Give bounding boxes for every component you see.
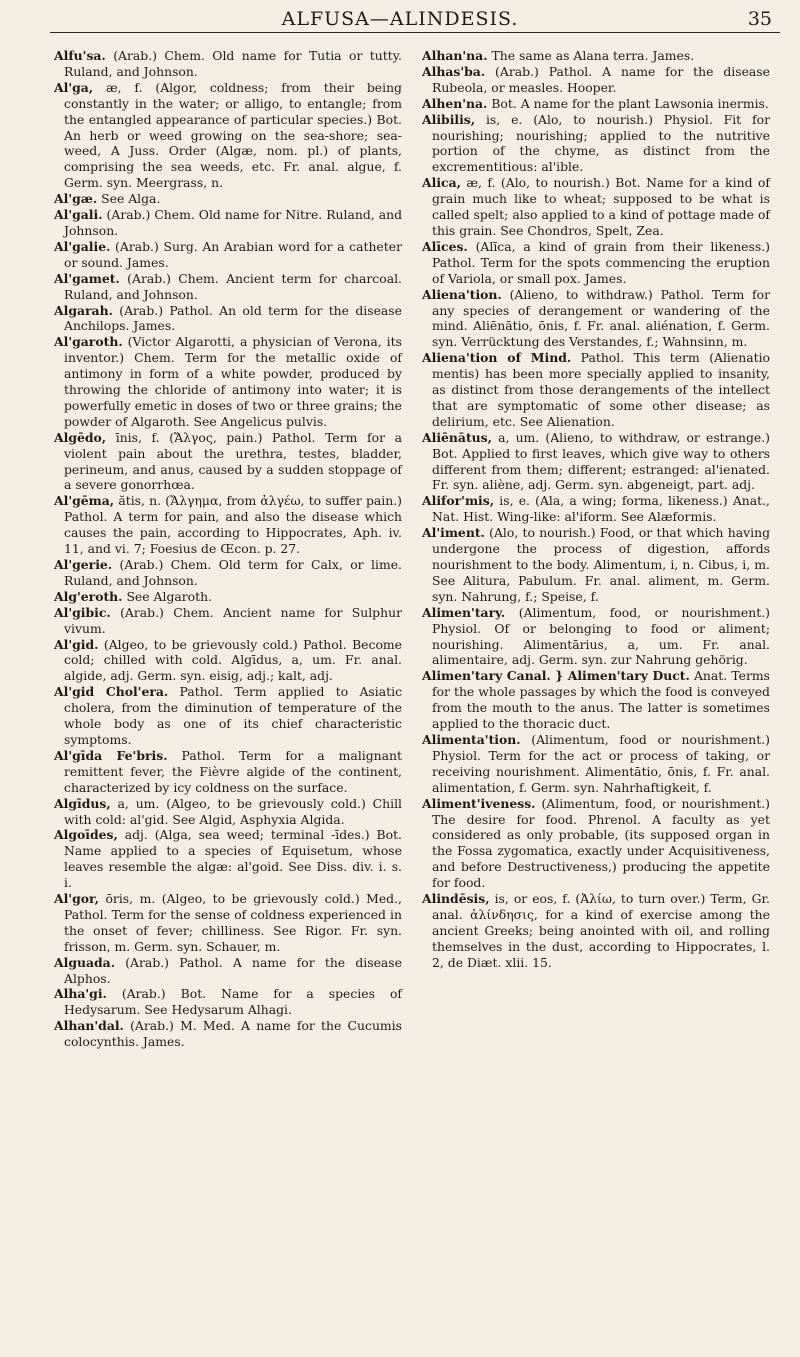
entry-headword: Aliēnātus, [422,429,492,445]
entry-headword: Alfu'sa. [54,48,106,63]
dictionary-entry [54,493,402,557]
entry-headword: Algarah. [54,302,113,318]
entry-headword: Al'gēma, [54,493,115,509]
dictionary-entry [422,668,770,732]
entry-headword: Aliena'tion. [422,286,502,302]
entry-headword: Algoīdes, [54,827,118,843]
entry-definition: (Arab.) Pathol. A name for the disease Rubeola, or measles. Hooper. [432,63,770,95]
entry-definition: æ, f. (Algor, coldness; from their being constantly in the water; or alligo, to entangle; from the entangled appearance of particular species.) Bot. An herb or weed growing on the sea-shore; sea-weed, A Juss. Order (Algæ, nom. pl.) of plants, comprising the sea weeds, etc. Fr. anal. algue, f. Germ. syn. Meergrass, n. [64,79,402,191]
entry-definition: īnis, f. (Ἄλγος, pain.) Pathol. Term for a violent pain about the urethra, testes, bladder, perineum, and anus, caused by a sudden stoppage of a severe gonorrhœa. [64,429,402,493]
entry-headword: Al'gīda Fe'bris. [54,747,168,763]
dictionary-entry [422,112,770,176]
dictionary-entry [422,239,770,287]
dictionary-entry [54,80,402,191]
entry-headword: Alhas'ba. [422,63,486,79]
entry-definition: Pathol. Term for a malignant remittent fever, the Fièvre algide of the continent, characterized by icy coldness on the surface. [64,747,402,795]
entry-headword: Al'gid. [54,636,99,652]
entry-headword: Algīdus, [54,795,111,811]
entry-definition: a, um. (Alieno, to withdraw, or estrange.) Bot. Applied to first leaves, which give way to others different from them; different; estranged: al'ienated. Fr. syn. aliène, adj. Germ. syn. abgeneigt, part. adj. [432,429,770,493]
dictionary-entry [422,525,770,605]
dictionary-entry [54,191,402,207]
left-column [54,48,402,1050]
entry-headword: Al'gor, [54,891,99,907]
entry-headword: Aliment'iveness. [422,795,536,811]
entry-headword: Alguada. [54,954,116,970]
entry-definition: (Arab.) Surg. An Arabian word for a catheter or sound. James. [64,238,402,270]
entry-definition: a, um. (Algeo, to be grievously cold.) Chill with cold: al'gid. See Algid, Asphyxia Algida. [64,795,402,827]
entry-definition: (Arab.) Chem. Old name for Nitre. Ruland, and Johnson. [64,207,402,238]
dictionary-entry [422,350,770,430]
dictionary-entry [422,796,770,891]
entry-headword: Al'ga, [54,79,94,95]
entry-definition: See Alga. [97,191,161,207]
entry-definition: Bot. A name for the plant Lawsonia inermis. [487,95,769,111]
dictionary-entry [54,334,402,429]
dictionary-entry [54,748,402,796]
entry-headword: Alhan'dal. [54,1018,124,1034]
entry-headword: Alg'eroth. [54,588,123,604]
entry-headword: Alimen'tary. [422,604,506,620]
entry-headword: Alifor'mis, [422,493,495,509]
entry-definition: (Arab.) Chem. Old name for Tutia or tutty. Ruland, and Johnson. [64,48,402,79]
dictionary-entry [54,303,402,335]
entry-headword: Al'gæ. [54,191,98,207]
dictionary-entry [54,684,402,748]
dictionary-entry [54,48,402,80]
entry-definition: (Alimentum, food, or nourishment.) The desire for food. Phrenol. A faculty as yet considered as only probable, (its supposed organ in the Fossa zygomatica, exactly under Acquisitiveness, and before Destructiveness,) producing the appetite for food. [432,795,770,891]
entry-definition: (Alo, to nourish.) Food, or that which having undergone the process of digestion, affords nourishment to the body. Alimentum, i, n. Cibus, i, m. See Alitura, Pabulum. Fr. anal. aliment, m. Germ. syn. Nahrung, f.; Speise, f. [432,525,770,604]
dictionary-entry [54,955,402,987]
entry-definition: is, e. (Alo, to nourish.) Physiol. Fit for nourishing; nourishing; applied to the nutritive portion of the chyme, as distinct from the excrementitious: al'ible. [432,111,770,175]
entry-definition: The same as Alana terra. James. [487,48,695,63]
dictionary-entry [54,796,402,828]
entry-headword: Al'gamet. [54,270,120,286]
dictionary-entry [422,493,770,525]
entry-definition: (Alīca, a kind of grain from their likeness.) Pathol. Term for the spots commencing the eruption of Variola, or small pox. James. [432,238,770,286]
entry-headword: Al'garoth. [54,334,123,350]
entry-headword: Alhan'na. [422,48,488,63]
entry-headword: Al'gid Chol'era. [54,684,169,700]
entry-definition: Pathol. This term (Alienatio mentis) has been more specially applied to insanity, as distinct from those derangements of the intellect that are symptomatic of some other disease; as delirium, etc. See Alienation. [432,350,770,429]
entry-definition: (Arab.) Chem. Ancient name for Sulphur vivum. [64,604,402,636]
dictionary-entry [54,589,402,605]
dictionary-entry [54,557,402,589]
entry-headword: Alha'gi. [54,986,107,1002]
dictionary-entry [422,732,770,796]
header-rule [50,32,780,33]
dictionary-entry [54,986,402,1018]
entry-definition: Pathol. Term applied to Asiatic cholera, from the diminution of temperature of the whole body as one of its chief characteristic symptoms. [64,684,403,747]
dictionary-entry [422,891,770,971]
dictionary-entry [54,239,402,271]
page-header [0,6,800,46]
entry-definition: (Alimentum, food or nourishment.) Physiol. Term for the act or process of taking, or receiving nourishment. Alimentātio, ōnis, f. Fr. anal. alimentation, f. Germ. syn. Nahrhaftigkeit, f. [432,731,770,795]
entry-definition: (Arab.) Bot. Name for a species of Hedysarum. See Hedysarum Alhagi. [64,986,402,1018]
entry-headword: Al'gali. [54,207,103,223]
dictionary-entry [54,430,402,494]
entry-headword: Al'galie. [54,238,111,254]
entry-definition: See Algaroth. [122,588,213,604]
dictionary-entry [422,64,770,96]
entry-headword: Alindēsis, [422,891,490,907]
entry-definition: (Arab.) M. Med. A name for the Cucumis colocynthis. James. [64,1018,402,1050]
entry-definition: (Arab.) Chem. Old term for Calx, or lime. Ruland, and Johnson. [64,557,402,588]
entry-definition: (Alimentum, food, or nourishment.) Physiol. Of or belonging to food or aliment; nourishing. Alimentārius, a, um. Fr. anal. alimentaire, adj. Germ. syn. zur Nahrung gehörig. [432,604,770,668]
dictionary-entry [422,605,770,669]
dictionary-entry [54,207,402,239]
dictionary-entry [422,430,770,494]
entry-headword: Alica, [422,175,461,191]
entry-headword: Alīces. [422,238,468,254]
dictionary-entry [422,48,770,64]
entry-headword: Alhen'na. [422,95,488,111]
dictionary-entry [54,891,402,955]
dictionary-entry [54,1018,402,1050]
entry-headword: Algēdo, [54,429,107,445]
right-column [422,48,770,971]
entry-definition: is, e. (Ala, a wing; forma, likeness.) Anat., Nat. Hist. Wing-like: al'iform. See Alæformis. [432,493,770,525]
entry-definition: adj. (Alga, sea weed; terminal -īdes.) Bot. Name applied to a species of Equisetum, whose leaves resemble the algæ: al'goid. See Diss. div. i. s. i. [64,827,402,891]
entry-headword: Al'iment. [422,525,485,541]
running-title: ALFUSA—ALINDESIS. [281,8,519,30]
entry-definition: (Algeo, to be grievously cold.) Pathol. Become cold; chilled with cold. Algīdus, a, um. Fr. anal. algide, adj. Germ. syn. eisig, adj.; kalt, adj. [64,636,402,684]
dictionary-entry [54,271,402,303]
dictionary-entry [54,605,402,637]
entry-definition: (Arab.) Pathol. A name for the disease Alphos. [64,954,402,986]
dictionary-entry [54,827,402,891]
page-number: 35 [747,8,772,30]
entry-headword: Aliena'tion of Mind. [422,350,572,366]
entry-headword: Alimen'tary Canal. } Alimen'tary Duct. [422,668,690,684]
entry-headword: Al'gerie. [54,557,113,572]
entry-definition: (Arab.) Chem. Ancient term for charcoal. Ruland, and Johnson. [64,270,402,302]
entry-definition: æ, f. (Alo, to nourish.) Bot. Name for a kind of grain much like to wheat; supposed to be what is called spelt; also applied to a kind of pottage made of this grain. See Chondros, Spelt, Zea. [432,175,770,238]
entry-definition: is, or eos, f. (Ἀλίω, to turn over.) Term, Gr. anal. ἀλίνδησις, for a kind of exercise among the ancient Greeks; being anointed with oil, and rolling themselves in the dust, according to Hippocrates, l. 2, de Diæt. xlii. 15. [432,891,770,970]
entry-headword: Al'gibic. [54,604,111,620]
entry-headword: Alimenta'tion. [422,731,521,747]
dictionary-entry [54,637,402,685]
entry-definition: Anat. Terms for the whole passages by which the food is conveyed from the mouth to the anus. The latter is sometimes applied to the thoracic duct. [432,668,770,732]
dictionary-entry [422,175,770,239]
entry-definition: ătis, n. (Ἄλγημα, from ἀλγέω, to suffer pain.) Pathol. A term for pain, and also the disease which causes the pain, according to Hippocrates, Aph. iv. 11, and vi. 7; Foesius de Œcon. p. 27. [64,493,402,557]
entry-definition: (Arab.) Pathol. An old term for the disease Anchilops. James. [64,302,402,334]
dictionary-entry [422,287,770,351]
dictionary-entry [422,96,770,112]
entry-definition: ōris, m. (Algeo, to be grievously cold.) Med., Pathol. Term for the sense of coldness experienced in the onset of fever; chilliness. See Rigor. Fr. syn. frisson, m. Germ. syn. Schauer, m. [64,891,402,954]
entry-definition: (Victor Algarotti, a physician of Verona, its inventor.) Chem. Term for the metallic oxide of antimony in form of a white powder, produced by throwing the chloride of antimony into water; it is powerfully emetic in doses of two or three grains; the powder of Algaroth. See Angelicus pulvis. [64,334,402,429]
entry-headword: Alibilis, [422,111,476,127]
entry-definition: (Alieno, to withdraw.) Pathol. Term for any species of derangement or wandering of the mind. Aliēnātio, ōnis, f. Fr. anal. aliénation, f. Germ. syn. Verrücktung des Verstandes, f.; Wahnsinn, m. [432,286,770,350]
